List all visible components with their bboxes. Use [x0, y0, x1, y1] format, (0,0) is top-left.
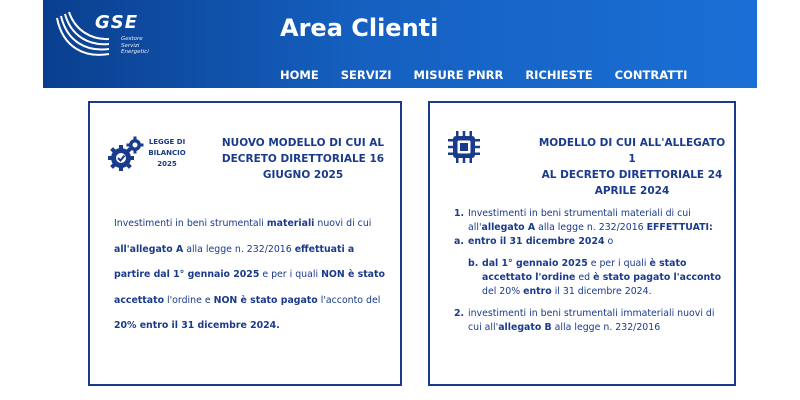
sub-item-a: a. entro il 31 dicembre 2024 o	[454, 236, 614, 247]
chip-icon	[446, 129, 482, 165]
requirements-list	[454, 207, 730, 335]
list-item: 1. Investimenti in beni strumentali materiali di cui all'allegato A alla legge n. 232/2016 EFFETTUATI:	[454, 208, 713, 233]
nav-contratti[interactable]: CONTRATTI	[614, 68, 688, 82]
gears-icon	[106, 133, 146, 173]
gse-logo[interactable]	[51, 8, 166, 72]
nav-servizi[interactable]: SERVIZI	[340, 68, 392, 82]
card-modello-allegato	[428, 101, 736, 386]
logo-name: GSE	[95, 12, 139, 33]
logo-subtitle: Gestore Servizi Energetici	[121, 36, 149, 55]
card-title: MODELLO DI CUI ALL'ALLEGATO 1 AL DECRETO DIRETTORIALE 24 APRILE 2024	[538, 137, 726, 197]
legge-bilancio-label: LEGGE DI BILANCIO 2025	[148, 138, 186, 168]
main-nav	[280, 68, 709, 82]
nav-home[interactable]: HOME	[280, 68, 319, 82]
header-bar	[43, 0, 757, 88]
sub-item-b: b. dal 1° gennaio 2025 e per i quali è stato accettato l'ordine ed è stato pagato l'acconto del 20% entro il 31 dicembre 2024.	[468, 258, 722, 297]
card-title: NUOVO MODELLO DI CUI AL DECRETO DIRETTORIALE 16 GIUGNO 2025	[221, 137, 385, 181]
nav-misure-pnrr[interactable]: MISURE PNRR	[413, 68, 504, 82]
list-item: 2. investimenti in beni strumentali immateriali nuovi di cui all'allegato B alla legge n. 232/2016	[454, 308, 715, 333]
page-title: Area Clienti	[280, 14, 439, 42]
card-description: Investimenti in beni strumentali materiali nuovi di cui all'allegato A alla legge n. 232/2016 effettuati a partire dal 1° gennaio 2025 e per i quali NON è stato accettato l'ordine e NON è stato pagato l'acconto del 20% entro il 31 dicembre 2024.	[114, 218, 385, 331]
nav-richieste[interactable]: RICHIESTE	[525, 68, 593, 82]
card-nuovo-modello	[88, 101, 402, 386]
